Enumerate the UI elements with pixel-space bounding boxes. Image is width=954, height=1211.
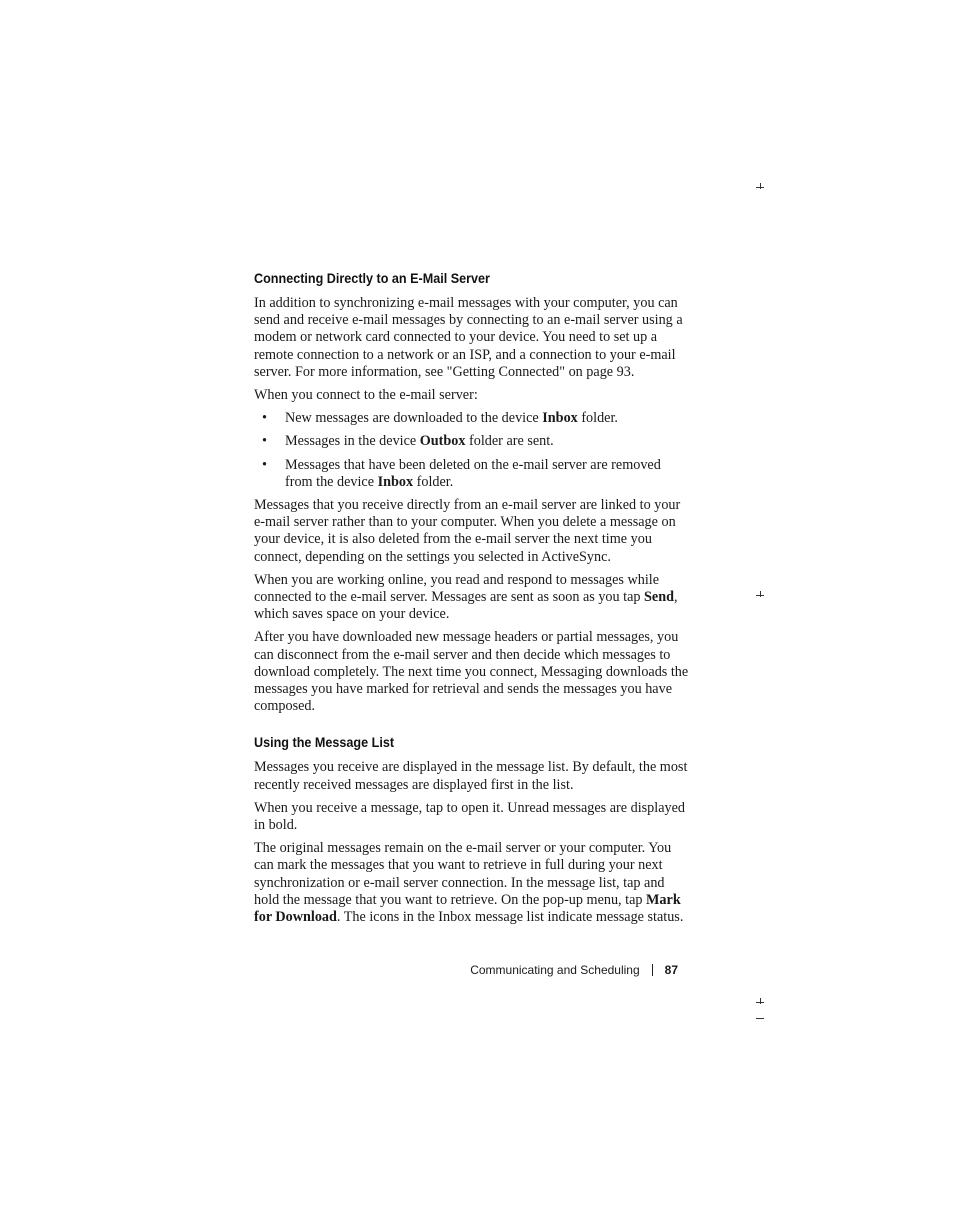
- section-heading-message-list: Using the Message List: [254, 734, 395, 751]
- paragraph: Messages that you receive directly from an e-mail server are linked to your e-mail server rather than to your computer. When you delete a message on your device, it is also deleted from the e-mail server the next time you connect, depending on the settings you selected in ActiveSync.: [254, 497, 681, 565]
- bullet-icon: •: [262, 410, 267, 427]
- paragraph: The original messages remain on the e-mail server or your computer. You can mark the messages that you want to retrieve in full during your next synchronization or e-mail server connection. In the message list, tap and hold the message that you want to retrieve. On the pop-up menu, tap Mark for Download. The icons in the Inbox message list indicate message status.: [254, 840, 684, 926]
- list-item: • Messages that have been deleted on the e-mail server are removed from the device Inbox folder.: [262, 456, 661, 490]
- crop-mark-bottom-tick: [760, 998, 761, 1004]
- page-footer: [440, 963, 678, 977]
- list-item: • New messages are downloaded to the device Inbox folder.: [262, 410, 618, 427]
- crop-mark-top-tick: [760, 183, 761, 189]
- bullet-list: [254, 410, 690, 491]
- page-content: [254, 269, 690, 932]
- list-item: • Messages in the device Outbox folder are sent.: [262, 433, 554, 450]
- paragraph: After you have downloaded new message headers or partial messages, you can disconnect from the e-mail server and then decide which messages to download completely. The next time you connect, Messaging downloads the messages you have marked for retrieval and sends the messages you have composed.: [254, 629, 689, 715]
- section-heading-email-server: Connecting Directly to an E-Mail Server: [254, 270, 490, 286]
- bullet-icon: •: [262, 456, 267, 473]
- bullet-icon: •: [262, 433, 267, 450]
- paragraph: When you receive a message, tap to open it. Unread messages are displayed in bold.: [254, 799, 685, 834]
- footer-chapter-title: Communicating and Scheduling: [470, 963, 640, 977]
- paragraph: In addition to synchronizing e-mail messages with your computer, you can send and receive e-mail messages by connecting to an e-mail server using a modem or network card connected to your device. You need to set up a remote connection to a network or an ISP, and a connection to your e-mail server. For more information, see "Getting Connected" on page 93.: [254, 295, 683, 380]
- crop-mark-bottom-line: [756, 1018, 764, 1019]
- paragraph: When you connect to the e-mail server:: [254, 387, 478, 404]
- footer-separator: [652, 964, 653, 976]
- paragraph: Messages you receive are displayed in the message list. By default, the most recently received messages are displayed first in the list.: [254, 759, 688, 793]
- crop-mark-middle-tick: [760, 591, 761, 597]
- paragraph: When you are working online, you read and respond to messages while connected to the e-mail server. Messages are sent as soon as you tap Send, which saves space on your device.: [254, 571, 678, 623]
- page-number: 87: [664, 963, 678, 977]
